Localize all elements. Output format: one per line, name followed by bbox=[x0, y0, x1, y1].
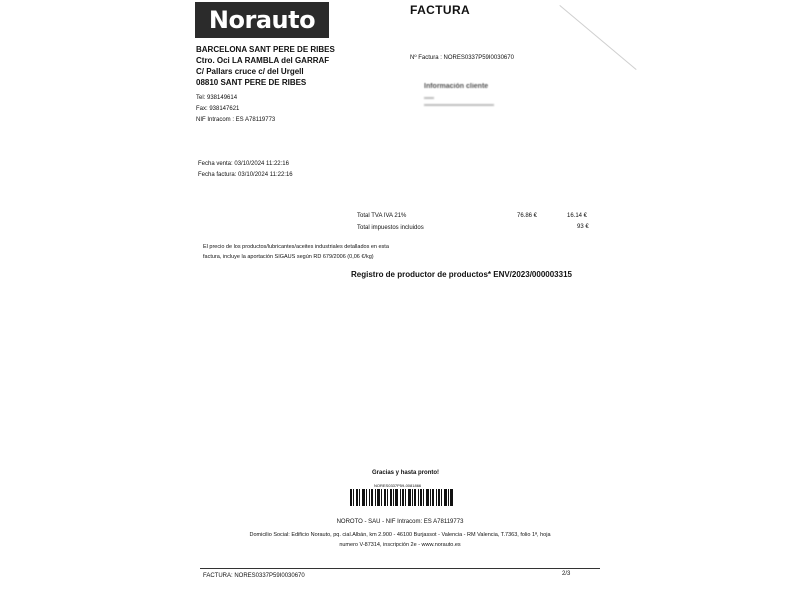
sigaus-note: El precio de los productos/lubricantes/aceites industriales detallados en esta factura, incluye la aportación SIGAUS según RD 679/2006 (0,06 €/kg) bbox=[203, 244, 389, 260]
paper-fold-mark bbox=[559, 5, 636, 70]
footer-divider bbox=[200, 568, 600, 569]
domicilio-social bbox=[0, 530, 800, 550]
redacted-line bbox=[424, 97, 434, 99]
page-number: 2/3 bbox=[562, 571, 571, 577]
total-impuestos-label: Total impuestos incluidos bbox=[357, 225, 424, 231]
invoice-number: Nº Factura : NORES0337P59I0030670 bbox=[410, 55, 514, 61]
store-line: 08810 SANT PERE DE RIBES bbox=[196, 78, 307, 87]
registro-productor: Registro de productor de productos* ENV/2023/000003315 bbox=[351, 270, 572, 279]
store-line: BARCELONA SANT PERE DE RIBES bbox=[196, 45, 335, 54]
store-contact bbox=[196, 93, 275, 126]
store-tel: Tel: 938149614 bbox=[196, 95, 238, 101]
fecha-factura: Fecha factura: 03/10/2024 11:22:16 bbox=[198, 172, 293, 178]
fecha-venta: Fecha venta: 03/10/2024 11:22:16 bbox=[198, 161, 289, 167]
domicilio-text: Domicilio Social: Edificio Norauto, pq. cial.Albán, km 2.900 - 46100 Burjassot - Valencia - RM Valencia, T.7363, folio 1ª, hoja numero V-87314, inscripción 2e - www.norauto.es bbox=[249, 532, 551, 548]
store-line: Ctro. Oci LA RAMBLA del GARRAF bbox=[196, 56, 330, 65]
iva-base: 76.86 € bbox=[517, 213, 538, 219]
client-info-title: Información cliente bbox=[424, 83, 489, 90]
company-legal: NOROTO - SAU - NIF Intracom: ES A78119773 bbox=[336, 519, 464, 525]
norauto-logo: Norauto bbox=[195, 2, 329, 38]
thanks-message: Gracias y hasta pronto! bbox=[372, 470, 440, 476]
store-fax: Fax: 938147621 bbox=[196, 106, 240, 112]
store-line: C/ Pallars cruce c/ del Urgell bbox=[196, 67, 304, 76]
client-info-redacted bbox=[424, 97, 499, 111]
redacted-line bbox=[424, 104, 494, 106]
footer-invoice-ref: FACTURA: NORES0337P59I0030670 bbox=[203, 573, 305, 579]
invoice-dates bbox=[198, 159, 293, 181]
document-title: FACTURA bbox=[410, 3, 471, 17]
store-nif: NIF Intracom : ES A78119773 bbox=[196, 117, 276, 123]
iva-label: Total TVA IVA 21% bbox=[357, 213, 407, 219]
store-address bbox=[196, 44, 335, 88]
total-impuestos-value: 93 € bbox=[577, 224, 589, 230]
iva-tax: 16.14 € bbox=[567, 213, 588, 219]
barcode bbox=[350, 489, 453, 506]
barcode-text: NORES0337P59-0081866 bbox=[374, 483, 422, 488]
